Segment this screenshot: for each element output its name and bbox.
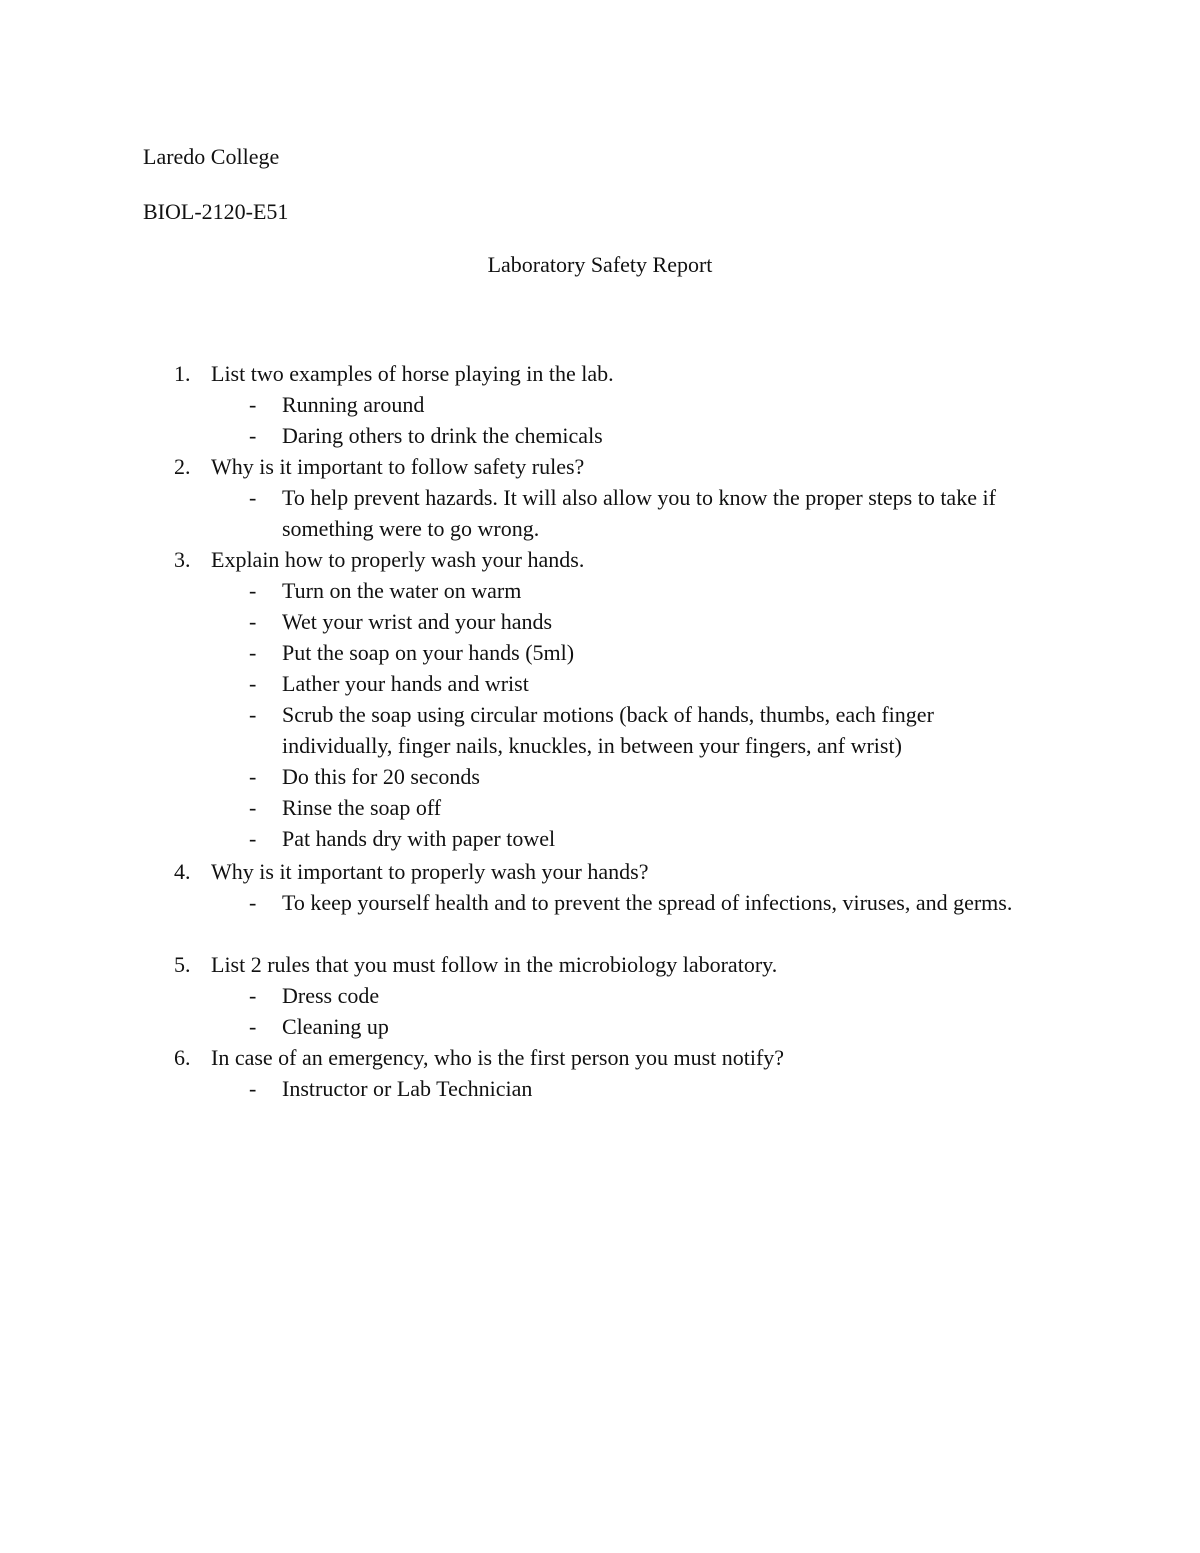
answer-text: Running around (282, 392, 425, 417)
answer-text: Turn on the water on warm (282, 578, 522, 603)
report-title: Laboratory Safety Report (487, 252, 713, 277)
answer-bullet: - (249, 640, 257, 665)
answer-bullet: - (249, 983, 257, 1008)
answer-text: Dress code (282, 983, 380, 1008)
answer-bullet: - (249, 1014, 257, 1039)
answer-bullet: - (249, 485, 257, 510)
answer-text: Pat hands dry with paper towel (282, 826, 556, 851)
answer-text: Cleaning up (282, 1014, 389, 1039)
question-number: 1. (174, 361, 191, 386)
question-text: Explain how to properly wash your hands. (211, 547, 585, 572)
answer-bullet: - (249, 609, 257, 634)
question-number: 5. (174, 952, 191, 977)
answer-text: Do this for 20 seconds (282, 764, 480, 789)
course-code: BIOL-2120-E51 (143, 199, 289, 224)
answer-text: Instructor or Lab Technician (282, 1076, 533, 1101)
question-text: Why is it important to follow safety rules? (211, 454, 585, 479)
answer-text: Wet your wrist and your hands (282, 609, 553, 634)
question-number: 3. (174, 547, 191, 572)
answer-bullet: - (249, 671, 257, 696)
question-text: List 2 rules that you must follow in the microbiology laboratory. (211, 952, 778, 977)
answer-bullet: - (249, 764, 257, 789)
answer-bullet: - (249, 826, 257, 851)
answer-text: Scrub the soap using circular motions (back of hands, thumbs, each finger individually, finger nails, knuckles, in between your fingers, anf wrist) (282, 702, 934, 758)
answer-bullet: - (249, 578, 257, 603)
answer-text: To keep yourself health and to prevent the spread of infections, viruses, and germs. (282, 890, 1013, 915)
institution-name: Laredo College (143, 144, 280, 169)
answer-bullet: - (249, 423, 257, 448)
answer-text: Lather your hands and wrist (282, 671, 529, 696)
question-number: 2. (174, 454, 191, 479)
question-number: 4. (174, 859, 191, 884)
answer-text: Daring others to drink the chemicals (282, 423, 603, 448)
answer-text: Put the soap on your hands (5ml) (282, 640, 575, 665)
answer-bullet: - (249, 392, 257, 417)
question-text: List two examples of horse playing in the lab. (211, 361, 614, 386)
answer-text: Rinse the soap off (282, 795, 442, 820)
question-number: 6. (174, 1045, 191, 1070)
answer-text: To help prevent hazards. It will also allow you to know the proper steps to take if something were to go wrong. (282, 485, 996, 541)
question-text: In case of an emergency, who is the first person you must notify? (211, 1045, 785, 1070)
question-text: Why is it important to properly wash your hands? (211, 859, 649, 884)
answer-bullet: - (249, 795, 257, 820)
answer-bullet: - (249, 890, 257, 915)
answer-bullet: - (249, 1076, 257, 1101)
answer-bullet: - (249, 702, 257, 727)
